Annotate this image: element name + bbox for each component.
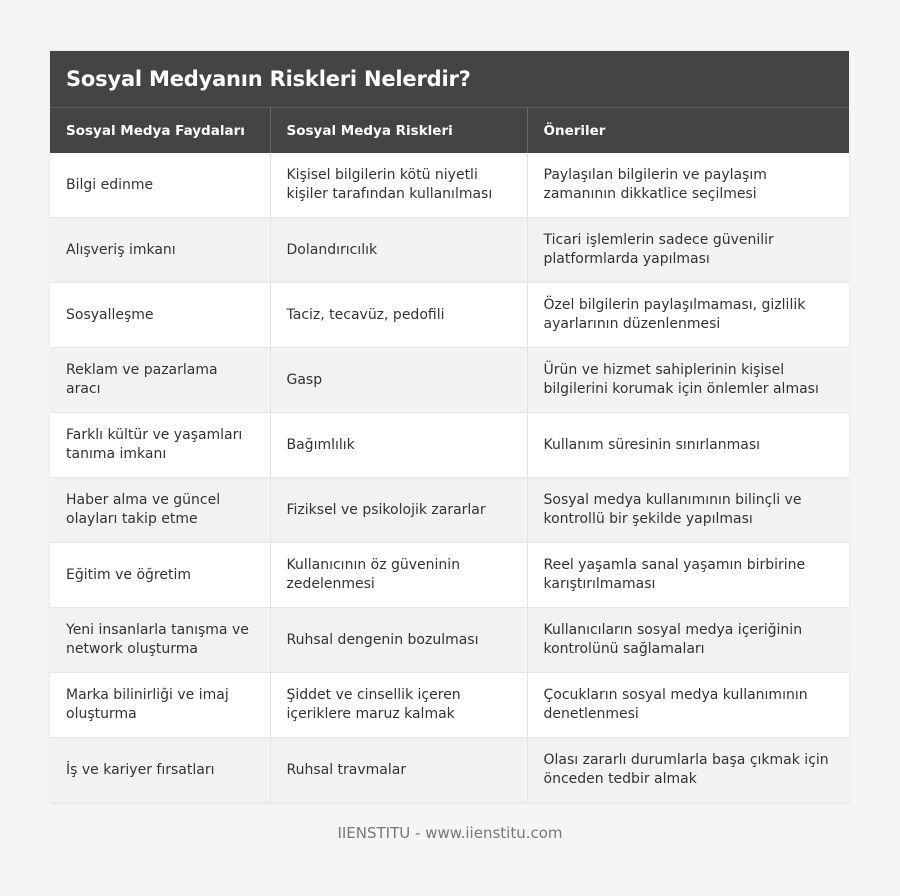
table-row: [50, 543, 849, 608]
table-title: Sosyal Medyanın Riskleri Nelerdir?: [66, 67, 471, 91]
benefit-cell: Sosyalleşme: [50, 283, 270, 348]
table-row: [50, 348, 849, 413]
header-row: [50, 108, 849, 153]
suggestion-cell: Ürün ve hizmet sahiplerinin kişisel bilgilerini korumak için önlemler alması: [527, 348, 849, 413]
benefit-cell: Bilgi edinme: [50, 153, 270, 218]
benefit-cell: Yeni insanlarla tanışma ve network oluşturma: [50, 608, 270, 673]
suggestion-cell: Ticari işlemlerin sadece güvenilir platformlarda yapılması: [527, 218, 849, 283]
suggestion-cell: Paylaşılan bilgilerin ve paylaşım zamanının dikkatlice seçilmesi: [527, 153, 849, 218]
suggestion-cell: Çocukların sosyal medya kullanımının denetlenmesi: [527, 673, 849, 738]
suggestion-cell: Özel bilgilerin paylaşılmaması, gizlilik ayarlarının düzenlenmesi: [527, 283, 849, 348]
risk-cell: Taciz, tecavüz, pedofili: [270, 283, 527, 348]
risk-cell: Bağımlılık: [270, 413, 527, 478]
table-header: [50, 108, 849, 153]
benefit-cell: Eğitim ve öğretim: [50, 543, 270, 608]
table-row: [50, 283, 849, 348]
benefit-cell: İş ve kariyer fırsatları: [50, 738, 270, 803]
table-row: [50, 738, 849, 803]
table-row: [50, 478, 849, 543]
benefit-cell: Farklı kültür ve yaşamları tanıma imkanı: [50, 413, 270, 478]
footer-credit: IIENSTITU - www.iienstitu.com: [337, 824, 563, 842]
table-row: [50, 673, 849, 738]
column-header-benefits: Sosyal Medya Faydaları: [50, 108, 270, 153]
table-row: [50, 218, 849, 283]
suggestion-cell: Kullanım süresinin sınırlanması: [527, 413, 849, 478]
benefit-cell: Alışveriş imkanı: [50, 218, 270, 283]
risk-cell: Ruhsal travmalar: [270, 738, 527, 803]
risk-cell: Ruhsal dengenin bozulması: [270, 608, 527, 673]
risk-cell: Kişisel bilgilerin kötü niyetli kişiler tarafından kullanılması: [270, 153, 527, 218]
suggestion-cell: Kullanıcıların sosyal medya içeriğinin kontrolünü sağlamaları: [527, 608, 849, 673]
risk-cell: Dolandırıcılık: [270, 218, 527, 283]
risk-cell: Fiziksel ve psikolojik zararlar: [270, 478, 527, 543]
benefit-cell: Marka bilinirliği ve imaj oluşturma: [50, 673, 270, 738]
table-row: [50, 413, 849, 478]
column-header-suggestions: Öneriler: [527, 108, 849, 153]
risk-cell: Şiddet ve cinsellik içeren içeriklere maruz kalmak: [270, 673, 527, 738]
suggestion-cell: Reel yaşamla sanal yaşamın birbirine karıştırılmaması: [527, 543, 849, 608]
table-body: [50, 153, 849, 803]
risk-table: [50, 108, 849, 803]
risk-cell: Kullanıcının öz güveninin zedelenmesi: [270, 543, 527, 608]
benefit-cell: Reklam ve pazarlama aracı: [50, 348, 270, 413]
suggestion-cell: Olası zararlı durumlarla başa çıkmak için önceden tedbir almak: [527, 738, 849, 803]
risk-cell: Gasp: [270, 348, 527, 413]
suggestion-cell: Sosyal medya kullanımının bilinçli ve kontrollü bir şekilde yapılması: [527, 478, 849, 543]
benefit-cell: Haber alma ve güncel olayları takip etme: [50, 478, 270, 543]
column-header-risks: Sosyal Medya Riskleri: [270, 108, 527, 153]
table-row: [50, 608, 849, 673]
table-row: [50, 153, 849, 218]
risk-table-card: [50, 51, 849, 803]
title-bar: [50, 51, 849, 108]
